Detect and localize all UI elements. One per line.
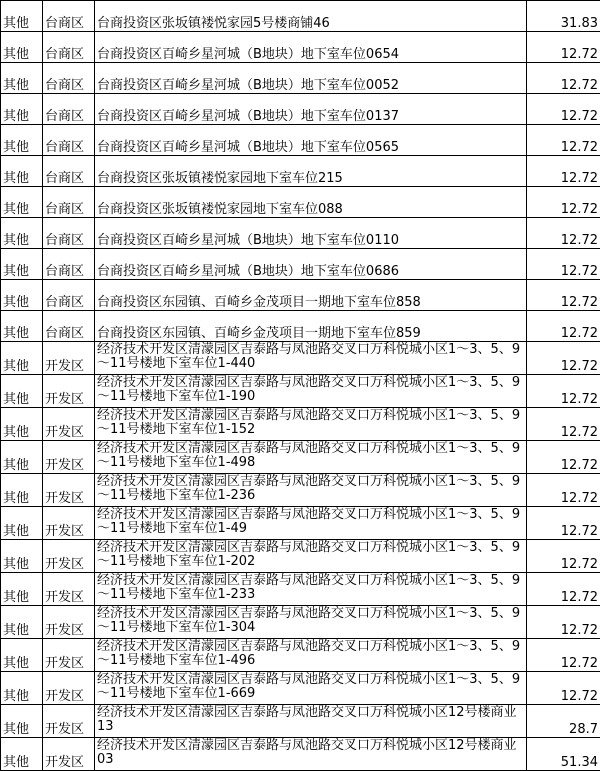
district-cell: 台商区 bbox=[43, 249, 95, 280]
amount-cell: 12.72 bbox=[527, 32, 600, 63]
description-cell: 台商投资区张坂镇褛悦家园地下室车位215 bbox=[95, 156, 527, 187]
amount-cell: 12.72 bbox=[527, 280, 600, 311]
district-cell: 台商区 bbox=[43, 94, 95, 125]
table-row bbox=[1, 342, 600, 375]
amount-cell: 12.72 bbox=[527, 606, 600, 639]
table-row bbox=[1, 1, 600, 32]
amount-cell: 12.72 bbox=[527, 125, 600, 156]
table-row bbox=[1, 125, 600, 156]
amount-cell: 51.34 bbox=[527, 738, 600, 771]
description-cell: 经济技术开发区清濛园区吉泰路与凤池路交叉口万科悦城小区1～3、5、9～11号楼地下室车位1-233 bbox=[95, 573, 527, 606]
type-cell: 其他 bbox=[1, 63, 43, 94]
amount-cell: 12.72 bbox=[527, 156, 600, 187]
amount-cell: 12.72 bbox=[527, 507, 600, 540]
table-body bbox=[1, 1, 600, 771]
type-cell: 其他 bbox=[1, 606, 43, 639]
description-cell: 经济技术开发区清濛园区吉泰路与凤池路交叉口万科悦城小区1～3、5、9～11号楼地下室车位1-49 bbox=[95, 507, 527, 540]
table-row bbox=[1, 672, 600, 705]
description-cell: 经济技术开发区清濛园区吉泰路与凤池路交叉口万科悦城小区1～3、5、9～11号楼地下室车位1-440 bbox=[95, 342, 527, 375]
district-cell: 台商区 bbox=[43, 311, 95, 342]
district-cell: 开发区 bbox=[43, 672, 95, 705]
description-cell: 经济技术开发区清濛园区吉泰路与凤池路交叉口万科悦城小区1～3、5、9～11号楼地下室车位1-304 bbox=[95, 606, 527, 639]
type-cell: 其他 bbox=[1, 738, 43, 771]
district-cell: 台商区 bbox=[43, 125, 95, 156]
description-cell: 经济技术开发区清濛园区吉泰路与凤池路交叉口万科悦城小区1～3、5、9～11号楼地下室车位1-152 bbox=[95, 408, 527, 441]
type-cell: 其他 bbox=[1, 705, 43, 738]
table-row bbox=[1, 408, 600, 441]
description-cell: 台商投资区东园镇、百崎乡金茂项目一期地下室车位858 bbox=[95, 280, 527, 311]
amount-cell: 12.72 bbox=[527, 573, 600, 606]
district-cell: 开发区 bbox=[43, 573, 95, 606]
type-cell: 其他 bbox=[1, 408, 43, 441]
district-cell: 开发区 bbox=[43, 441, 95, 474]
amount-cell: 12.72 bbox=[527, 311, 600, 342]
description-cell: 经济技术开发区清濛园区吉泰路与凤池路交叉口万科悦城小区1～3、5、9～11号楼地下室车位1-669 bbox=[95, 672, 527, 705]
amount-cell: 12.72 bbox=[527, 249, 600, 280]
amount-cell: 12.72 bbox=[527, 187, 600, 218]
table-row bbox=[1, 375, 600, 408]
table-row bbox=[1, 249, 600, 280]
district-cell: 台商区 bbox=[43, 187, 95, 218]
table-row bbox=[1, 280, 600, 311]
description-cell: 台商投资区百崎乡星河城（B地块）地下室车位0565 bbox=[95, 125, 527, 156]
district-cell: 开发区 bbox=[43, 705, 95, 738]
description-cell: 台商投资区东园镇、百崎乡金茂项目一期地下室车位859 bbox=[95, 311, 527, 342]
district-cell: 台商区 bbox=[43, 218, 95, 249]
amount-cell: 12.72 bbox=[527, 639, 600, 672]
type-cell: 其他 bbox=[1, 218, 43, 249]
description-cell: 台商投资区百崎乡星河城（B地块）地下室车位0110 bbox=[95, 218, 527, 249]
table-row bbox=[1, 311, 600, 342]
amount-cell: 12.72 bbox=[527, 375, 600, 408]
type-cell: 其他 bbox=[1, 507, 43, 540]
table-row bbox=[1, 63, 600, 94]
district-cell: 开发区 bbox=[43, 408, 95, 441]
district-cell: 台商区 bbox=[43, 156, 95, 187]
type-cell: 其他 bbox=[1, 187, 43, 218]
amount-cell: 31.83 bbox=[527, 1, 600, 32]
district-cell: 开发区 bbox=[43, 474, 95, 507]
district-cell: 开发区 bbox=[43, 540, 95, 573]
type-cell: 其他 bbox=[1, 573, 43, 606]
district-cell: 台商区 bbox=[43, 32, 95, 63]
description-cell: 经济技术开发区清濛园区吉泰路与凤池路交叉口万科悦城小区12号楼商业13 bbox=[95, 705, 527, 738]
amount-cell: 12.72 bbox=[527, 218, 600, 249]
type-cell: 其他 bbox=[1, 125, 43, 156]
type-cell: 其他 bbox=[1, 1, 43, 32]
description-cell: 经济技术开发区清濛园区吉泰路与凤池路交叉口万科悦城小区1～3、5、9～11号楼地下室车位1-202 bbox=[95, 540, 527, 573]
district-cell: 开发区 bbox=[43, 507, 95, 540]
amount-cell: 12.72 bbox=[527, 672, 600, 705]
table-row bbox=[1, 738, 600, 771]
amount-cell: 12.72 bbox=[527, 342, 600, 375]
table-row bbox=[1, 441, 600, 474]
type-cell: 其他 bbox=[1, 32, 43, 63]
table-row bbox=[1, 32, 600, 63]
type-cell: 其他 bbox=[1, 156, 43, 187]
type-cell: 其他 bbox=[1, 249, 43, 280]
district-cell: 开发区 bbox=[43, 738, 95, 771]
district-cell: 台商区 bbox=[43, 1, 95, 32]
table-row bbox=[1, 94, 600, 125]
amount-cell: 12.72 bbox=[527, 63, 600, 94]
description-cell: 经济技术开发区清濛园区吉泰路与凤池路交叉口万科悦城小区1～3、5、9～11号楼地下室车位1-496 bbox=[95, 639, 527, 672]
type-cell: 其他 bbox=[1, 342, 43, 375]
type-cell: 其他 bbox=[1, 639, 43, 672]
table-row bbox=[1, 507, 600, 540]
district-cell: 开发区 bbox=[43, 342, 95, 375]
type-cell: 其他 bbox=[1, 474, 43, 507]
table-row bbox=[1, 705, 600, 738]
type-cell: 其他 bbox=[1, 672, 43, 705]
district-cell: 开发区 bbox=[43, 375, 95, 408]
description-cell: 台商投资区张坂镇褛悦家园5号楼商铺46 bbox=[95, 1, 527, 32]
type-cell: 其他 bbox=[1, 94, 43, 125]
table-row bbox=[1, 474, 600, 507]
table-row bbox=[1, 218, 600, 249]
type-cell: 其他 bbox=[1, 311, 43, 342]
table-row bbox=[1, 573, 600, 606]
amount-cell: 28.7 bbox=[527, 705, 600, 738]
description-cell: 台商投资区百崎乡星河城（B地块）地下室车位0686 bbox=[95, 249, 527, 280]
district-cell: 台商区 bbox=[43, 63, 95, 94]
table-row bbox=[1, 606, 600, 639]
type-cell: 其他 bbox=[1, 375, 43, 408]
type-cell: 其他 bbox=[1, 441, 43, 474]
table-row bbox=[1, 639, 600, 672]
description-cell: 经济技术开发区清濛园区吉泰路与凤池路交叉口万科悦城小区12号楼商业03 bbox=[95, 738, 527, 771]
amount-cell: 12.72 bbox=[527, 474, 600, 507]
description-cell: 台商投资区百崎乡星河城（B地块）地下室车位0137 bbox=[95, 94, 527, 125]
description-cell: 经济技术开发区清濛园区吉泰路与凤池路交叉口万科悦城小区1～3、5、9～11号楼地下室车位1-498 bbox=[95, 441, 527, 474]
amount-cell: 12.72 bbox=[527, 540, 600, 573]
description-cell: 经济技术开发区清濛园区吉泰路与凤池路交叉口万科悦城小区1～3、5、9～11号楼地下室车位1-236 bbox=[95, 474, 527, 507]
district-cell: 台商区 bbox=[43, 280, 95, 311]
amount-cell: 12.72 bbox=[527, 441, 600, 474]
type-cell: 其他 bbox=[1, 540, 43, 573]
description-cell: 台商投资区百崎乡星河城（B地块）地下室车位0052 bbox=[95, 63, 527, 94]
amount-cell: 12.72 bbox=[527, 94, 600, 125]
description-cell: 台商投资区百崎乡星河城（B地块）地下室车位0654 bbox=[95, 32, 527, 63]
district-cell: 开发区 bbox=[43, 606, 95, 639]
type-cell: 其他 bbox=[1, 280, 43, 311]
description-cell: 经济技术开发区清濛园区吉泰路与凤池路交叉口万科悦城小区1～3、5、9～11号楼地下室车位1-190 bbox=[95, 375, 527, 408]
amount-cell: 12.72 bbox=[527, 408, 600, 441]
table-row bbox=[1, 156, 600, 187]
district-cell: 开发区 bbox=[43, 639, 95, 672]
table-row bbox=[1, 540, 600, 573]
table-row bbox=[1, 187, 600, 218]
description-cell: 台商投资区张坂镇褛悦家园地下室车位088 bbox=[95, 187, 527, 218]
